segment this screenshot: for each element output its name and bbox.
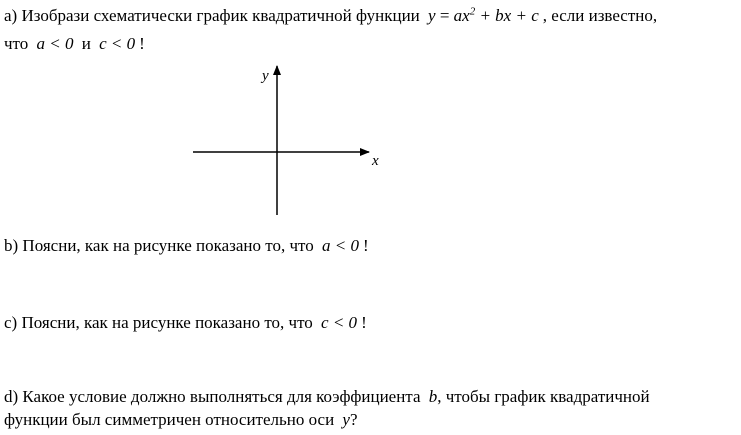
task-a-condition-1: a < 0 <box>36 34 74 53</box>
task-a-line-2 <box>4 34 145 54</box>
task-c-end: ! <box>361 313 367 332</box>
task-b-condition: a < 0 <box>322 236 359 255</box>
task-a-line2-start: что <box>4 34 29 53</box>
y-axis-label: y <box>262 68 269 84</box>
task-d-coefficient: b <box>428 387 438 406</box>
formula-exponent: 2 <box>469 5 476 18</box>
formula-y: y <box>428 6 436 25</box>
task-d-axis: y <box>342 410 350 429</box>
task-a-line-1 <box>4 6 657 26</box>
task-a-suffix: , если известно, <box>542 6 658 25</box>
formula-equals: = <box>439 6 450 25</box>
task-b <box>4 236 369 256</box>
x-axis-label: x <box>372 153 379 169</box>
formula-ax: ax <box>453 6 470 25</box>
task-d-line1-start: d) Какое условие должно выполняться для коэффициента <box>4 387 421 406</box>
formula-rest: + bx + c <box>479 6 539 25</box>
coordinate-axes <box>190 62 390 222</box>
task-d-line-1 <box>4 387 650 407</box>
task-a-condition-2: c < 0 <box>99 34 136 53</box>
task-a-formula <box>424 6 543 25</box>
task-d-line2-start: функции был симметричен относительно оси <box>4 410 335 429</box>
task-c-text: c) Поясни, как на рисунке показано то, что <box>4 313 313 332</box>
task-a-line2-end: ! <box>139 34 145 53</box>
task-b-end: ! <box>362 236 369 255</box>
task-a-prefix: a) Изобрази схематически график квадратичной функции <box>4 6 420 25</box>
task-a-and: и <box>81 34 91 53</box>
task-d-line-2 <box>4 410 358 430</box>
task-d-line1-end: , чтобы график квадратичной <box>437 387 650 406</box>
task-d-line2-end: ? <box>349 410 358 429</box>
task-c-condition: c < 0 <box>321 313 358 332</box>
task-b-text: b) Поясни, как на рисунке показано то, что <box>4 236 314 255</box>
task-c <box>4 313 367 333</box>
